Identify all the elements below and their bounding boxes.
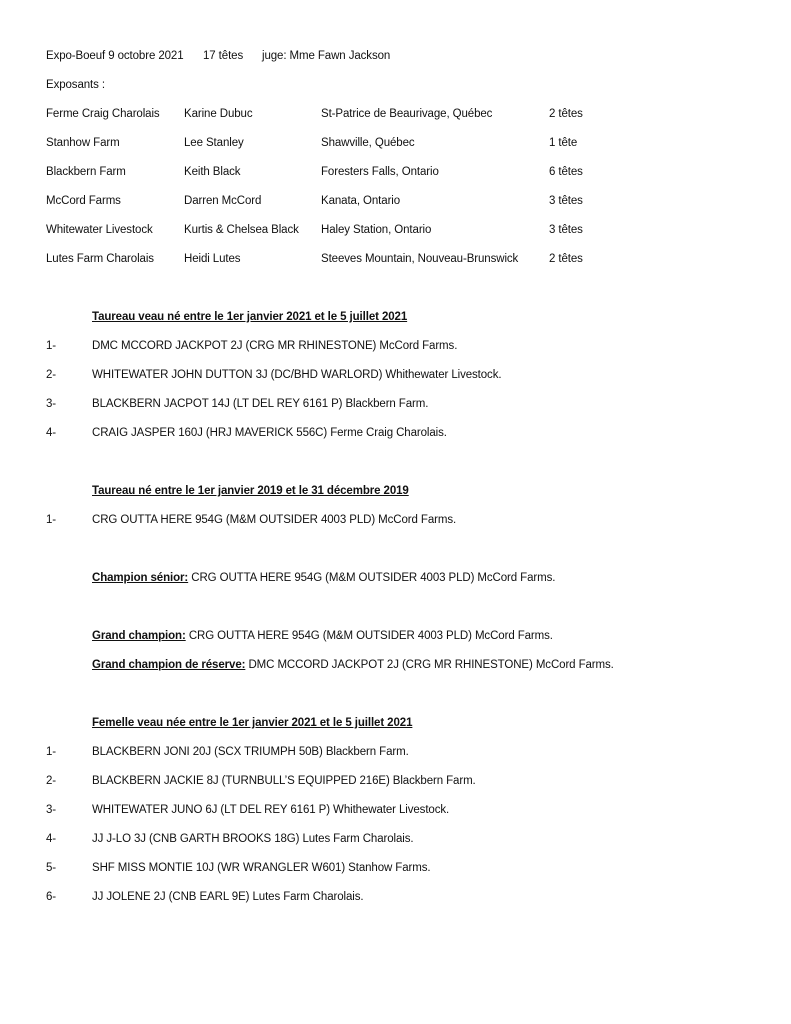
placement-rank: 4- (46, 427, 57, 439)
placement-rank: 2- (46, 369, 57, 381)
grand-champion-entry: CRG OUTTA HERE 954G (M&M OUTSIDER 4003 PLD) McCord Farms. (188, 630, 553, 642)
placement-entry: JJ J-LO 3J (CNB GARTH BROOKS 18G) Lutes Farm Charolais. (92, 833, 414, 845)
reserve-champion-entry: DMC MCCORD JACKPOT 2J (CRG MR RHINESTONE) McCord Farms. (248, 659, 614, 671)
exhibitor-owner: Lee Stanley (184, 137, 244, 149)
exhibitor-location: St-Patrice de Beaurivage, Québec (321, 108, 493, 120)
placement-rank: 1- (46, 746, 57, 758)
exhibitor-farm: Whitewater Livestock (46, 224, 153, 236)
judge: juge: Mme Fawn Jackson (262, 50, 391, 62)
class-heading: Taureau veau né entre le 1er janvier 2021 et le 5 juillet 2021 (92, 311, 408, 323)
class-heading: Taureau né entre le 1er janvier 2019 et le 31 décembre 2019 (92, 485, 409, 497)
exhibitor-location: Kanata, Ontario (321, 195, 401, 207)
exhibitor-location: Haley Station, Ontario (321, 224, 432, 236)
class-heading: Femelle veau née entre le 1er janvier 2021 et le 5 juillet 2021 (92, 717, 413, 729)
placement-rank: 1- (46, 514, 57, 526)
event-title: Expo-Boeuf 9 octobre 2021 (46, 50, 184, 62)
placement-entry: BLACKBERN JACKIE 8J (TURNBULL’S EQUIPPED 216E) Blackbern Farm. (92, 775, 476, 787)
head-count: 17 têtes (203, 50, 244, 62)
reserve-champion-line (92, 658, 614, 672)
placement-rank: 1- (46, 340, 57, 352)
placement-rank: 4- (46, 833, 57, 845)
exhibitor-head-count: 2 têtes (549, 108, 583, 120)
placement-rank: 3- (46, 398, 57, 410)
exhibitor-head-count: 3 têtes (549, 224, 583, 236)
exhibitor-location: Foresters Falls, Ontario (321, 166, 439, 178)
placement-rank: 6- (46, 891, 57, 903)
placement-entry: CRG OUTTA HERE 954G (M&M OUTSIDER 4003 PLD) McCord Farms. (92, 514, 457, 526)
placement-entry: DMC MCCORD JACKPOT 2J (CRG MR RHINESTONE) McCord Farms. (92, 340, 458, 352)
exhibitor-farm: Lutes Farm Charolais (46, 253, 154, 265)
grand-champion-line (92, 629, 553, 643)
exhibitor-owner: Kurtis & Chelsea Black (184, 224, 299, 236)
exhibitor-farm: Stanhow Farm (46, 137, 120, 149)
exhibitors-label: Exposants : (46, 79, 105, 91)
exhibitor-owner: Karine Dubuc (184, 108, 253, 120)
placement-entry: BLACKBERN JONI 20J (SCX TRIUMPH 50B) Blackbern Farm. (92, 746, 409, 758)
senior-champion-line (92, 571, 555, 585)
placement-entry: JJ JOLENE 2J (CNB EARL 9E) Lutes Farm Charolais. (92, 891, 364, 903)
senior-champion-label: Champion sénior: (92, 572, 189, 584)
placement-entry: CRAIG JASPER 160J (HRJ MAVERICK 556C) Ferme Craig Charolais. (92, 427, 447, 439)
placement-entry: WHITEWATER JUNO 6J (LT DEL REY 6161 P) Whithewater Livestock. (92, 804, 450, 816)
exhibitor-farm: Ferme Craig Charolais (46, 108, 160, 120)
exhibitor-farm: Blackbern Farm (46, 166, 126, 178)
senior-champion-entry: CRG OUTTA HERE 954G (M&M OUTSIDER 4003 PLD) McCord Farms. (191, 572, 556, 584)
placement-entry: WHITEWATER JOHN DUTTON 3J (DC/BHD WARLORD) Whithewater Livestock. (92, 369, 502, 381)
exhibitor-head-count: 6 têtes (549, 166, 583, 178)
placement-entry: SHF MISS MONTIE 10J (WR WRANGLER W601) Stanhow Farms. (92, 862, 431, 874)
exhibitor-owner: Darren McCord (184, 195, 262, 207)
reserve-champion-label: Grand champion de réserve: (92, 659, 246, 671)
exhibitor-location: Shawville, Québec (321, 137, 415, 149)
placement-entry: BLACKBERN JACPOT 14J (LT DEL REY 6161 P) Blackbern Farm. (92, 398, 429, 410)
exhibitor-head-count: 1 tête (549, 137, 578, 149)
grand-champion-label: Grand champion: (92, 630, 186, 642)
placement-rank: 5- (46, 862, 57, 874)
exhibitor-location: Steeves Mountain, Nouveau-Brunswick (321, 253, 519, 265)
exhibitor-head-count: 2 têtes (549, 253, 583, 265)
exhibitor-owner: Heidi Lutes (184, 253, 241, 265)
exhibitor-owner: Keith Black (184, 166, 241, 178)
exhibitor-head-count: 3 têtes (549, 195, 583, 207)
placement-rank: 2- (46, 775, 57, 787)
exhibitor-farm: McCord Farms (46, 195, 121, 207)
placement-rank: 3- (46, 804, 57, 816)
